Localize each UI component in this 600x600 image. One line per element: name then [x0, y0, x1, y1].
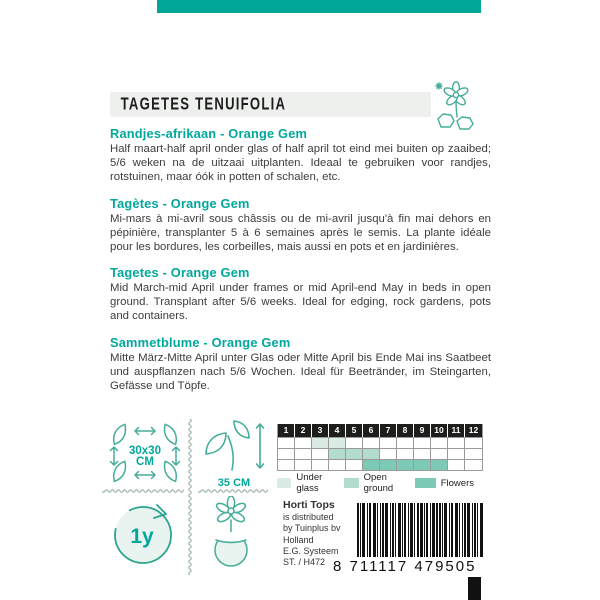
- calendar-cell: [312, 459, 329, 470]
- section-dutch: [110, 126, 491, 185]
- calendar-cell: [431, 448, 448, 459]
- legend-swatch: [415, 478, 436, 488]
- section-body-german: Mitte März-Mitte April unter Glas oder Mitte April bis Ende Mai ins Saatbeet und auspflanzen nach 5/6 Wochen. Ideal für Beetränder, im Steingarten, Gefässe und Töpfe.: [110, 352, 491, 392]
- section-body-english: Mid March-mid April under frames or mid April-end May in beds in open ground. Transplant after 5/6 weeks. Ideal for edging, rock gardens, pots and containers.: [110, 282, 491, 323]
- calendar-cell: [278, 459, 295, 470]
- calendar-cell: [346, 437, 363, 448]
- calendar-cell: [397, 437, 414, 448]
- annual-cycle-icon: [108, 497, 178, 569]
- section-heading-dutch: Randjes-afrikaan - Orange Gem: [110, 126, 308, 141]
- calendar-cell: [414, 437, 431, 448]
- legend-item: [415, 478, 474, 489]
- barcode-digits: 8 711117 479505: [333, 558, 477, 575]
- calendar-month-cell: 12: [468, 425, 479, 435]
- distribution-line: is distributed: [283, 512, 334, 522]
- calendar-month-cell: 9: [414, 424, 431, 437]
- distribution-line: by Tuinplus bv: [283, 523, 341, 534]
- barcode-bars: [357, 503, 483, 557]
- calendar-month-cell: 1: [278, 424, 295, 437]
- calendar-cell: [363, 437, 380, 448]
- description-sections: [110, 126, 491, 405]
- calendar-cell: [329, 459, 346, 470]
- calendar-month-cell: 4: [329, 424, 346, 437]
- spacing-value-label: 30x30: [129, 445, 161, 457]
- calendar-cell: [431, 437, 448, 448]
- legend-item: [277, 472, 331, 494]
- legend-item: [344, 472, 402, 494]
- calendar-row-open-ground: [278, 448, 482, 459]
- calendar-cell: [380, 437, 397, 448]
- legend-swatch: [344, 478, 358, 488]
- calendar-month-cell: 2: [295, 424, 312, 437]
- flower-sprout-icon: [431, 80, 479, 130]
- plant-spacing-icon: [104, 421, 186, 485]
- print-registration-mark: [468, 577, 481, 600]
- calendar-cell: [295, 437, 312, 448]
- calendar-cell: [465, 448, 482, 459]
- calendar-month-cell: 7: [380, 424, 397, 437]
- calendar-month-cell: 11: [448, 424, 465, 437]
- section-german: [110, 335, 491, 394]
- section-heading-english: Tagetes - Orange Gem: [110, 265, 250, 281]
- calendar-month-cell: 3: [312, 424, 329, 437]
- legend-label: Under glass: [296, 472, 323, 494]
- flower-pot-icon: [202, 496, 260, 572]
- section-french: [110, 196, 491, 255]
- calendar-cell: [346, 448, 363, 459]
- legend-label: Flowers: [440, 477, 474, 489]
- calendar-cell: [414, 459, 431, 470]
- plant-height-glyph: [198, 420, 270, 472]
- legend-label: Open ground: [363, 472, 394, 494]
- page-title: TAGETES TENUIFOLIA: [120, 95, 287, 114]
- brand-name: Horti Tops: [283, 499, 335, 511]
- calendar-cell: [312, 448, 329, 459]
- spacing-unit-label: CM: [136, 456, 154, 468]
- calendar-rows: [278, 437, 482, 470]
- barcode: [333, 503, 485, 579]
- calendar-row-flowers: [278, 459, 482, 470]
- distribution-line: E.G. Systeem: [283, 545, 339, 556]
- calendar-cell: [329, 448, 346, 459]
- calendar-month-cell: 6: [363, 424, 380, 437]
- plant-height-label: 35 CM: [217, 477, 251, 489]
- divider-horizontal-left: [102, 487, 184, 495]
- calendar-cell: [397, 448, 414, 459]
- calendar-cell: [278, 437, 295, 448]
- calendar-month-header: [278, 424, 482, 437]
- calendar-cell: [295, 459, 312, 470]
- calendar-cell: [312, 437, 329, 448]
- calendar-month-cell: 8: [397, 424, 414, 437]
- barcode-bar: [480, 503, 483, 557]
- calendar-cell: [465, 437, 482, 448]
- calendar-cell: [278, 448, 295, 459]
- calendar-cell: [346, 459, 363, 470]
- divider-horizontal-right: [198, 487, 268, 495]
- calendar-cell: [414, 448, 431, 459]
- annual-cycle-label: 1y: [130, 525, 154, 548]
- divider-vertical: [186, 419, 194, 577]
- calendar-row-under-glass: [278, 437, 482, 448]
- calendar-cell: [431, 459, 448, 470]
- distribution-line: ST. / H472: [283, 557, 326, 568]
- calendar-month-cell: 5: [346, 424, 363, 437]
- calendar-month-cell: 10: [431, 424, 448, 437]
- calendar-cell: [363, 448, 380, 459]
- section-body-dutch: Half maart-half april onder glas of half april tot eind mei buiten op zaaibed; 5/6 weken na de uitzaai uitplanten. Ideaal te gebruiken voor randjes, rotstuinen, maar óók in potten of schalen, etc.: [110, 143, 491, 183]
- section-body-french: Mi-mars à mi-avril sous châssis ou de mi-avril jusqu'à fin mai dehors en pépinière, transplanter 5 à 6 semaines après le semis. La plante idéale pour les bordures, les corbeilles, mais aussi en pots et en jardinières.: [110, 212, 491, 253]
- calendar-cell: [380, 459, 397, 470]
- calendar-cell: [363, 459, 380, 470]
- calendar-cell: [380, 448, 397, 459]
- calendar-cell: [448, 437, 465, 448]
- calendar-cell: [448, 459, 465, 470]
- section-english: [110, 265, 491, 324]
- calendar-cell: [329, 437, 346, 448]
- top-color-bar: [157, 0, 481, 13]
- plant-height-icon: [198, 420, 270, 489]
- section-heading-german: Sammetblume - Orange Gem: [110, 335, 291, 351]
- distribution-line: Holland: [283, 534, 314, 545]
- variety-header-bar: [110, 92, 431, 117]
- sowing-calendar: [277, 424, 483, 471]
- calendar-cell: [465, 459, 482, 470]
- legend-swatch: [277, 478, 291, 488]
- calendar-legend: [277, 472, 487, 494]
- calendar-cell: [448, 448, 465, 459]
- calendar-cell: [295, 448, 312, 459]
- section-heading-french: Tagètes - Orange Gem: [110, 195, 250, 211]
- calendar-cell: [397, 459, 414, 470]
